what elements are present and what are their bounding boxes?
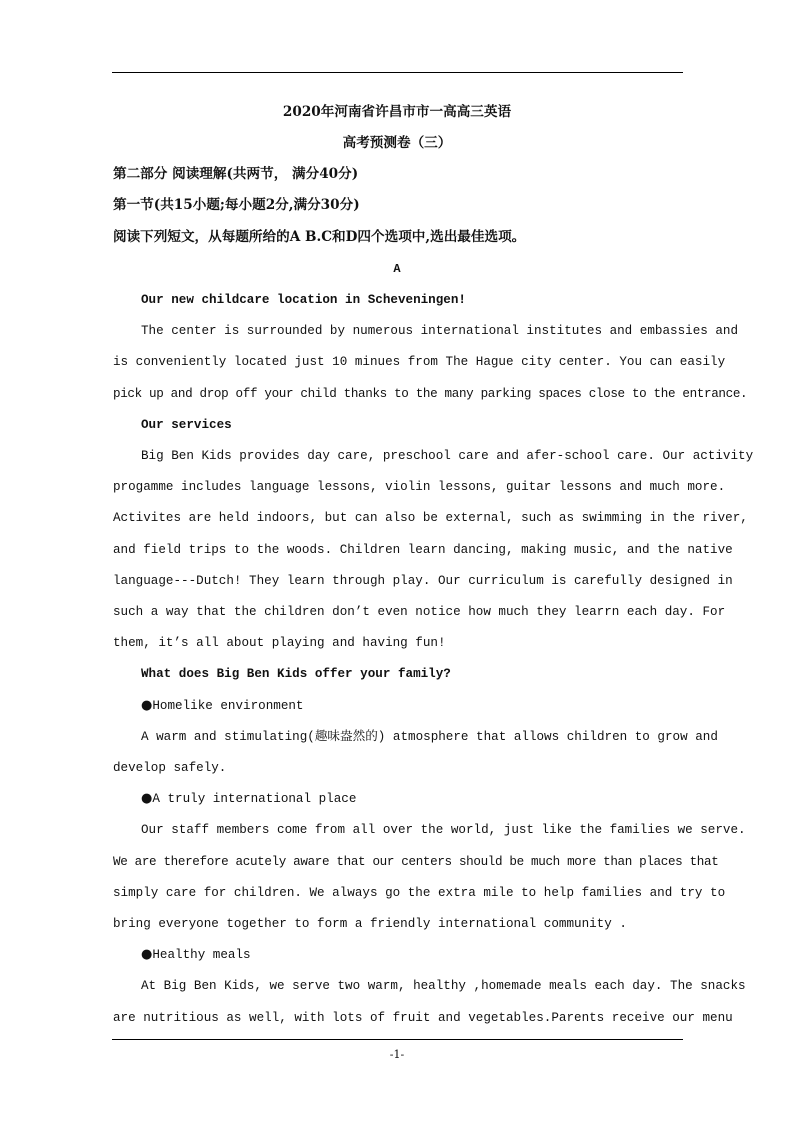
- page-number: -1-: [389, 1048, 405, 1061]
- bullet2-line: bring everyone together to form a friendly international community .: [113, 917, 627, 931]
- bullet-homelike: [141, 698, 683, 714]
- bullet-icon: ●: [141, 698, 153, 713]
- bullet-homelike-label: Homelike environment: [152, 699, 304, 713]
- passage-heading: Our new childcare location in Scheveningen!: [141, 293, 466, 307]
- page-title: 2020年河南省许昌市市一高高三英语: [282, 104, 512, 120]
- offer-heading: What does Big Ben Kids offer your family?: [141, 667, 451, 681]
- bullet2-line: simply care for children. We always go the extra mile to help families and try to: [113, 886, 726, 900]
- bullet1-line: A warm and stimulating(趣味盎然的) atmosphere that allows children to grow and: [141, 730, 718, 744]
- bullet-international-label: A truly international place: [152, 792, 357, 806]
- part-heading: 第二部分 阅读理解(共两节， 满分40分): [113, 166, 359, 182]
- services-heading: Our services: [141, 418, 232, 432]
- section-heading: 第一节(共15小题;每小题2分,满分30分): [113, 197, 360, 213]
- bullet-meals: [141, 947, 683, 963]
- services-line: progamme includes language lessons, violin lessons, guitar lessons and much more.: [113, 480, 726, 494]
- bullet3-line: At Big Ben Kids, we serve two warm, healthy ,homemade meals each day. The snacks: [141, 979, 746, 993]
- services-line: them, it’s all about playing and having fun!: [113, 636, 446, 650]
- services-line: Big Ben Kids provides day care, preschool care and afer-school care. Our activity: [141, 449, 754, 463]
- bullet-meals-label: Healthy meals: [152, 948, 251, 962]
- services-line: such a way that the children don’t even notice how much they learrn each day. For: [113, 605, 726, 619]
- bottom-rule: [112, 1039, 683, 1040]
- bullet2-line: Our staff members come from all over the world, just like the families we serve.: [141, 823, 746, 837]
- bullet-international: [141, 791, 683, 807]
- directions-text: 阅读下列短文，从每题所给的A B.C和D四个选项中,选出最佳选项。: [113, 229, 526, 245]
- services-line: language---Dutch! They learn through play. Our curriculum is carefully designed in: [113, 574, 733, 588]
- intro-line: is conveniently located just 10 minues from The Hague city center. You can easily: [113, 355, 726, 369]
- bullet2-line: We are therefore acutely aware that our centers should be much more than places that: [113, 855, 719, 869]
- services-line: Activites are held indoors, but can also be external, such as swimming in the river,: [113, 511, 748, 525]
- bullet-icon: ●: [141, 947, 153, 962]
- top-rule: [112, 72, 683, 73]
- bullet1-line: develop safely.: [113, 761, 227, 775]
- services-line: and field trips to the woods. Children learn dancing, making music, and the native: [113, 543, 733, 557]
- bullet3-line: are nutritious as well, with lots of fruit and vegetables.Parents receive our menu: [113, 1011, 733, 1025]
- intro-line: The center is surrounded by numerous international institutes and embassies and: [141, 324, 739, 338]
- passage-label: A: [393, 262, 401, 276]
- intro-line: pick up and drop off your child thanks to the many parking spaces close to the entrance.: [113, 387, 748, 401]
- bullet-icon: ●: [141, 791, 153, 806]
- page-subtitle: 高考预测卷（三）: [342, 135, 452, 151]
